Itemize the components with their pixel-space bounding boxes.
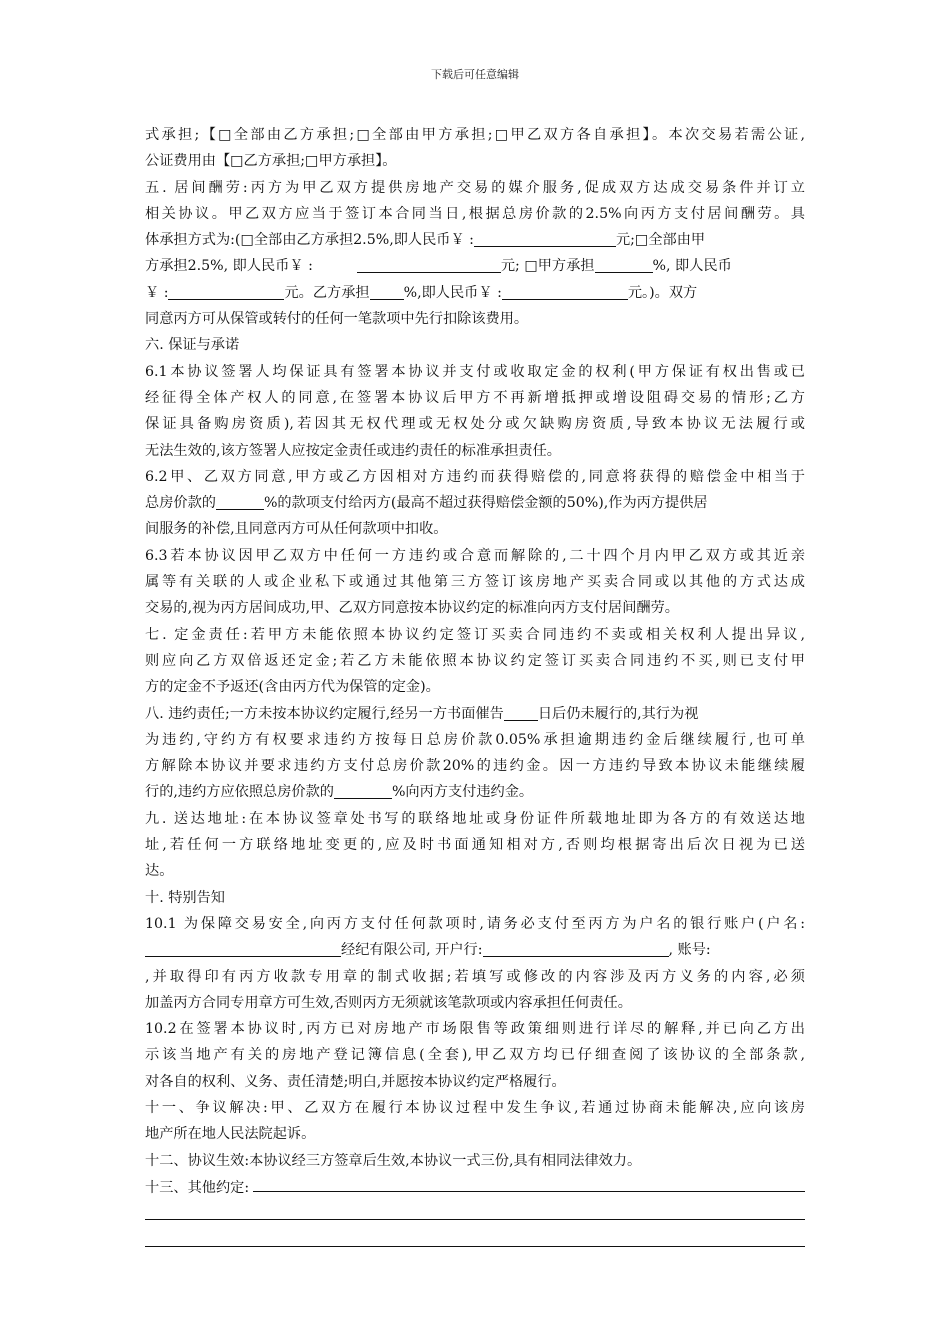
- text-line: 6.3若本协议因甲乙双方中任何一方违约或合意而解除的,二十四个月内甲乙双方或其近亲: [145, 547, 805, 564]
- text-line: 地产所在地人民法院起诉。: [145, 1126, 316, 1143]
- text-line: ,并取得印有丙方收款专用章的制式收据;若填写或修改的内容涉及丙方义务的内容,必须: [145, 968, 805, 985]
- text-line: 示该当地产有关的房地产登记簿信息(全套),甲乙双方均已仔细查阅了该协议的全部条款,: [145, 1047, 805, 1064]
- section-10-heading: 十. 特别告知: [145, 889, 225, 906]
- text-line: 式承担;【□全部由乙方承担;□全部由甲方承担;□甲乙双方各自承担】。本次交易若需公证,: [145, 127, 805, 143]
- section-5-heading: 五. 居间酬劳:丙方为甲乙双方提供房地产交易的媒介服务,促成双方达成交易条件并订立: [145, 179, 805, 196]
- text-line: 址,若任何一方联络地址变更的,应及时书面通知相对方,否则均根据寄出后次日视为已送: [145, 837, 805, 854]
- text-line: 10.2在签署本协议时,丙方已对房地产市场限售等政策细则进行详尽的解释,并已向乙方出: [145, 1021, 805, 1038]
- percent-blank[interactable]: [216, 492, 264, 510]
- section-11-heading: 十一、争议解决:甲、乙双方在履行本协议过程中发生争议,若通过协商未能解决,应向该房: [145, 1099, 805, 1116]
- percent-blank[interactable]: [370, 282, 404, 300]
- text-line: 总房价款的 %的款项支付给丙方(最高不超过获得赔偿金额的50%),作为丙方提供居: [145, 490, 805, 516]
- text-line: 行的,违约方应依照总房价款的 %向丙方支付违约金。: [145, 779, 805, 805]
- text-line: 相关协议。甲乙双方应当于签订本合同当日,根据总房价款的2.5%向丙方支付居间酬劳。具: [145, 205, 805, 222]
- text-line: 经征得全体产权人的同意,在签署本协议后甲方不再新增抵押或增设阻碍交易的情形;乙方: [145, 389, 805, 406]
- text-line: 为违约,守约方有权要求违约方按每日总房价款0.05%承担逾期违约金后继续履行,也可单: [145, 731, 805, 748]
- amount-blank[interactable]: [502, 282, 628, 300]
- text-line: 达。: [145, 863, 174, 880]
- text-line: 保证具备购房资质),若因其无权代理或无权处分或欠缺购房资质,导致本协议无法履行或: [145, 416, 805, 433]
- text-line: 对各自的权利、义务、责任清楚;明白,并愿按本协议约定严格履行。: [145, 1073, 566, 1090]
- text-line: 方承担2.5%, 即人民币￥ : 元; □甲方承担 %, 即人民币: [145, 253, 805, 279]
- section-9-heading: 九. 送达地址:在本协议签章处书写的联络地址或身份证件所载地址即为各方的有效送达地: [145, 810, 805, 827]
- text-line: 交易的,视为丙方居间成功,甲、乙双方同意按本协议约定的标准向丙方支付居间酬劳。: [145, 600, 679, 617]
- text-line: 属等有关联的人或企业私下或通过其他第三方签订该房地产买卖合同或以其他的方式达成: [145, 574, 805, 591]
- other-terms-line[interactable]: [145, 1200, 805, 1226]
- section-13-heading: 十三、其他约定:: [145, 1174, 805, 1200]
- page-header: 下载后可任意编辑: [431, 68, 519, 81]
- other-terms-blank[interactable]: [253, 1174, 805, 1192]
- bank-blank[interactable]: [483, 939, 669, 957]
- contract-body: [145, 122, 805, 1253]
- text-line: 方解除本协议并要求违约方支付总房价款20%的违约金。因一方违约导致本协议未能继续履: [145, 758, 805, 775]
- amount-blank[interactable]: [474, 229, 616, 247]
- text-line: 则应向乙方双倍返还定金;若乙方未能依照本协议约定签订买卖合同违约不买,则已支付甲: [145, 652, 805, 669]
- days-blank[interactable]: [504, 703, 538, 721]
- section-7-heading: 七. 定金责任:若甲方未能依照本协议约定签订买卖合同违约不卖或相关权利人提出异议,: [145, 626, 805, 643]
- amount-blank[interactable]: [357, 255, 501, 273]
- other-terms-line[interactable]: [145, 1226, 805, 1252]
- section-8-heading: 八. 违约责任;一方未按本协议约定履行,经另一方书面催告 日后仍未履行的,其行为视: [145, 701, 805, 727]
- text-line: 同意丙方可从保管或转付的任何一笔款项中先行扣除该费用。: [145, 311, 529, 328]
- amount-blank[interactable]: [168, 282, 284, 300]
- text-line: 公证费用由【□乙方承担;□甲方承担】。: [145, 153, 397, 170]
- section-12-heading: 十二、协议生效:本协议经三方签章后生效,本协议一式三份,具有相同法律效力。: [145, 1152, 642, 1169]
- percent-blank[interactable]: [334, 781, 392, 799]
- text-line: ￥ : 元。乙方承担 %,即人民币￥ : 元。)。双方: [145, 280, 805, 306]
- percent-blank[interactable]: [595, 255, 653, 273]
- section-6-heading: 六. 保证与承诺: [145, 337, 240, 354]
- text-line: 6.1本协议签署人均保证具有签署本协议并支付或收取定金的权利(甲方保证有权出售或已: [145, 363, 805, 380]
- text-line: 经纪有限公司, 开户行: , 账号:: [145, 937, 805, 963]
- text-line: 6.2甲、乙双方同意,甲方或乙方因相对方违约而获得赔偿的,同意将获得的赔偿金中相当于: [145, 468, 805, 485]
- text-line: 无法生效的,该方签署人应按定金责任或违约责任的标准承担责任。: [145, 442, 561, 459]
- text-line: 间服务的补偿,且同意丙方可从任何款项中扣收。: [145, 521, 448, 538]
- text-line: 体承担方式为:(□全部由乙方承担2.5%,即人民币￥ : 元;□全部由甲: [145, 227, 805, 253]
- text-line: 方的定金不予返还(含由丙方代为保管的定金)。: [145, 679, 440, 696]
- text-line: 加盖丙方合同专用章方可生效,否则丙方无须就该笔款项或内容承担任何责任。: [145, 994, 632, 1011]
- account-name-blank[interactable]: [145, 939, 341, 957]
- text-line: 10.1 为保障交易安全,向丙方支付任何款项时,请务必支付至丙方为户名的银行账户(户名:: [145, 915, 805, 932]
